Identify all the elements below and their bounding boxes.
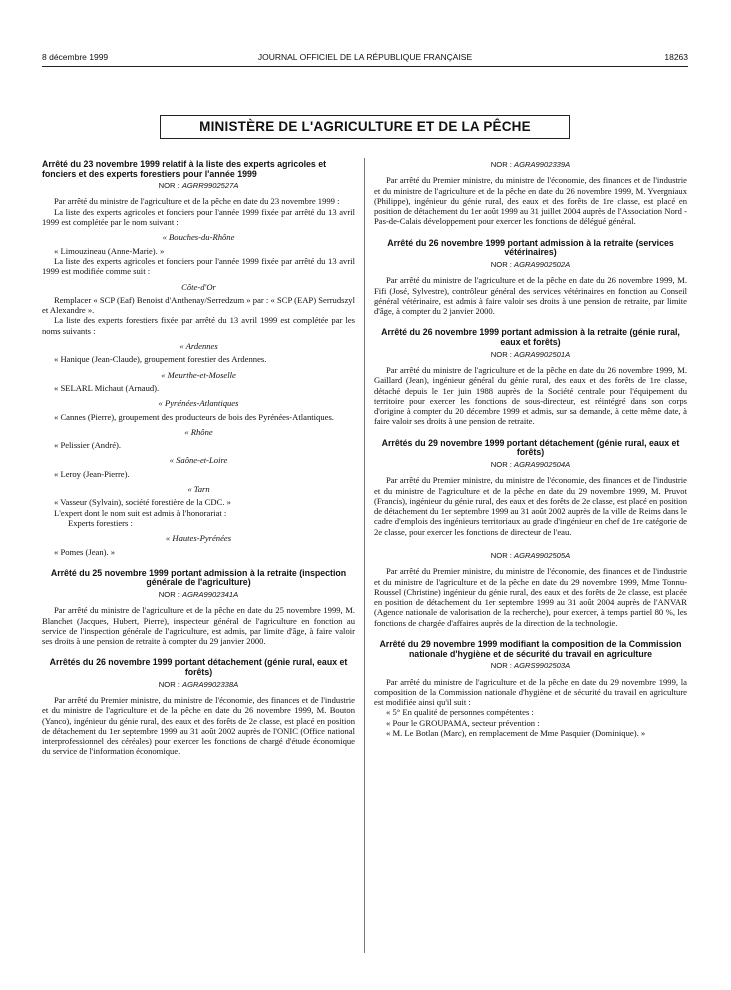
paragraph: « Pour le GROUPAMA, secteur prévention : <box>386 717 540 728</box>
article-title: Arrêtés du 26 novembre 1999 portant détachement (génie rural, eaux et forêts) <box>49 657 348 678</box>
department-heading: « Saône-et-Loire <box>169 455 228 466</box>
paragraph: Par arrêté du Premier ministre, du ministre de l'économie, des finances et de l'industrie et du ministre de l'agriculture et de la pêche en date du 26 novembre 1999, M. Yvergniaux (Philippe), ingénieur du génie rural, des eaux et des forêts de 1re classe, est placé en position de détachement du 1er août 1999 au 31 juillet 2004 auprès de l'Association Nord - Pas-de-Calais développement pour exercer les fonctions de délégué général. <box>374 175 687 227</box>
article-title: Arrêté du 29 novembre 1999 modifiant la composition de la Commission nationale d'hygiène et de sécurité du travail en agriculture <box>379 639 682 659</box>
department-heading: « Pyrénées-Atlantiques <box>158 398 239 409</box>
department-heading: « Rhône <box>184 426 213 437</box>
nor-reference: NOR : AGRA9902501A <box>490 349 571 359</box>
paragraph: La liste des experts agricoles et fonciers pour l'année 1999 fixée par arrêté du 13 avril 1999 est modifiée comme suit : <box>42 255 355 277</box>
list-entry: Remplacer « SCP (Eaf) Benoist d'Anthenay/Serredzum » par : « SCP (EAP) Serrudszyl et Alexandre ». <box>42 294 355 316</box>
article-title: Arrêté du 26 novembre 1999 portant admission à la retraite (génie rural, eaux et forêts) <box>381 327 680 348</box>
list-entry: « Limouzineau (Anne-Marie). » <box>54 245 165 256</box>
paragraph: La liste des experts agricoles et fonciers pour l'année 1999 fixée par arrêté du 13 avril 1999 est complétée par le nom suivant : <box>42 206 355 228</box>
paragraph: Par arrêté du ministre de l'agriculture et de la pêche en date du 26 novembre 1999, M. Fifi (José, Sylvestre), contrôleur général des services vétérinaires en fonction au Conseil général vétérinaire, est admis à faire valoir ses droits à une pension de retraite, par limite d'âge, à compter du 2 janvier 2000. <box>374 275 687 317</box>
department-heading: « Meurthe-et-Moselle <box>161 369 236 380</box>
paragraph: Par arrêté du ministre de l'agriculture et de la pêche en date du 26 novembre 1999, M. Gaillard (Jean), ingénieur général du génie rural, des eaux et des forêts de 1re classe, détaché depuis le 1er juin 1988 auprès de la Société centrale pour l'équipement du territoire pour exercer les fonctions de sous-directeur, est réintégré dans son corps d'origine à compter du 20 décembre 1999 et admis, sur sa demande, à cette même date, à faire valoir ses droits à une pension de retraite. <box>374 364 687 427</box>
nor-reference: NOR : AGRA9902502A <box>490 259 571 269</box>
paragraph: Par arrêté du ministre de l'agriculture et de la pêche en date du 29 novembre 1999, la composition de la Commission nationale d'hygiène et de sécurité du travail en agriculture est modifiée ainsi qu'il suit : <box>374 676 687 708</box>
paragraph: Par arrêté du ministre de l'agriculture et de la pêche en date du 25 novembre 1999, M. Blanchet (Jacques, Hubert, Pierre), inspecteur général de l'agriculture en fonction au service de l'inspection générale de l'agriculture, est admis, par limite d'âge, à faire valoir ses droits à une pension de retraite à compter du 29 janvier 2000. <box>42 605 355 647</box>
nor-reference: NOR : AGRA9902338A <box>158 679 239 689</box>
paragraph: Par arrêté du Premier ministre, du ministre de l'économie, des finances et de l'industrie et du ministre de l'agriculture et de la pêche en date du 26 novembre 1999, M. Bouton (Yanco), ingénieur du génie rural, des eaux et des forêts de 2e classe, est placé en position de détachement du 1er septembre 1999 au 31 août 2002 auprès de l'ONIC (Office national interprofessionnel des céréales) pour exercer les fonctions de chargé d'étude économique du service de l'information économique. <box>42 694 355 757</box>
header-date: 8 décembre 1999 <box>42 52 109 62</box>
nor-reference: NOR : AGRA9902341A <box>158 589 239 599</box>
department-heading: « Tarn <box>187 484 210 495</box>
header-journal: JOURNAL OFFICIEL DE LA RÉPUBLIQUE FRANÇAISE <box>257 52 473 62</box>
header-rule <box>42 66 688 67</box>
department-heading: Côte-d'Or <box>181 281 216 292</box>
list-entry: « Vasseur (Sylvain), société forestière de la CDC. » <box>54 497 231 508</box>
paragraph: Par arrêté du Premier ministre, du ministre de l'économie, des finances et de l'industrie et du ministre de l'agriculture et de la pêche en date du 29 novembre 1999, Mme Tonnu-Roussel (Christine) ingénieur du génie rural, des eaux et des forêts de 2e classe, est placée en position de détachement du 1er septembre 1999 au 31 août 2004 auprès de l'ANVAR (Agence nationale de valorisation de la recherche), pour exercer, à temps partiel 80 %, les fonctions de chargée d'affaires auprès de la direction de la technologie. <box>374 566 687 628</box>
department-heading: « Hautes-Pyrénées <box>165 533 232 544</box>
article-title: Arrêté du 26 novembre 1999 portant admission à la retraite (services vétérinaires) <box>387 237 674 258</box>
paragraph: Experts forestiers : <box>68 517 133 528</box>
list-entry: « Cannes (Pierre), groupement des producteurs de bois des Pyrénées-Atlantiques. <box>54 411 334 422</box>
paragraph: Par arrêté du ministre de l'agriculture et de la pêche en date du 23 novembre 1999 : <box>54 196 340 207</box>
paragraph: « M. Le Botlan (Marc), en remplacement de Mme Pasquier (Dominique). » <box>386 728 646 739</box>
nor-reference: NOR : AGRS9902503A <box>490 661 571 671</box>
right-column <box>374 160 687 738</box>
department-heading: « Ardennes <box>179 341 218 352</box>
department-heading: « Bouches-du-Rhône <box>162 232 235 243</box>
paragraph: Par arrêté du Premier ministre, du ministre de l'économie, des finances et de l'industrie et du ministre de l'agriculture et de la pêche en date du 29 novembre 1999, M. Pruvot (Francis), ingénieur du génie rural, des eaux et des forêts de 2e classe, est placé en position de détachement du 1er septembre 1999 au 31 août 2002 auprès de la ville de Reims dans le cadre d'emplois des ingénieurs territoriaux au grade d'ingénieur en chef de 1re catégorie de 2e classe, pour exercer les fonctions de directeur de l'eau. <box>374 475 687 537</box>
paragraph: « 5° En qualité de personnes compétentes : <box>386 707 534 718</box>
nor-reference: NOR : AGRA9902505A <box>490 550 571 560</box>
list-entry: « SELARL Michaut (Arnaud). <box>54 382 160 393</box>
list-entry: « Pomes (Jean). » <box>54 546 116 557</box>
list-entry: « Hanique (Jean-Claude), groupement forestier des Ardennes. <box>54 354 267 365</box>
header-page-number: 18263 <box>664 52 688 62</box>
nor-reference: NOR : AGRA9902504A <box>490 459 571 469</box>
left-column <box>42 160 355 757</box>
paragraph: L'expert dont le nom suit est admis à l'honorariat : <box>54 507 227 518</box>
column-separator <box>364 158 365 953</box>
nor-reference: NOR : AGRA9902339A <box>490 160 571 169</box>
nor-reference: NOR : AGRR9902527A <box>158 181 239 191</box>
running-header <box>42 52 688 66</box>
paragraph: La liste des experts forestiers fixée par arrêté du 13 avril 1999 est complétée par les noms suivants : <box>42 315 355 336</box>
list-entry: « Pelissier (André). <box>54 440 122 451</box>
article-title: Arrêtés du 29 novembre 1999 portant détachement (génie rural, eaux et forêts) <box>381 437 680 458</box>
article-title: Arrêté du 25 novembre 1999 portant admission à la retraite (inspection générale de l'agriculture) <box>50 567 347 588</box>
ministry-title: MINISTÈRE DE L'AGRICULTURE ET DE LA PÊCHE <box>160 115 570 139</box>
article-title: Arrêté du 23 novembre 1999 relatif à la liste des experts agricoles et fonciers et des experts forestiers pour l'année 1999 <box>42 159 327 179</box>
list-entry: « Leroy (Jean-Pierre). <box>54 468 130 479</box>
